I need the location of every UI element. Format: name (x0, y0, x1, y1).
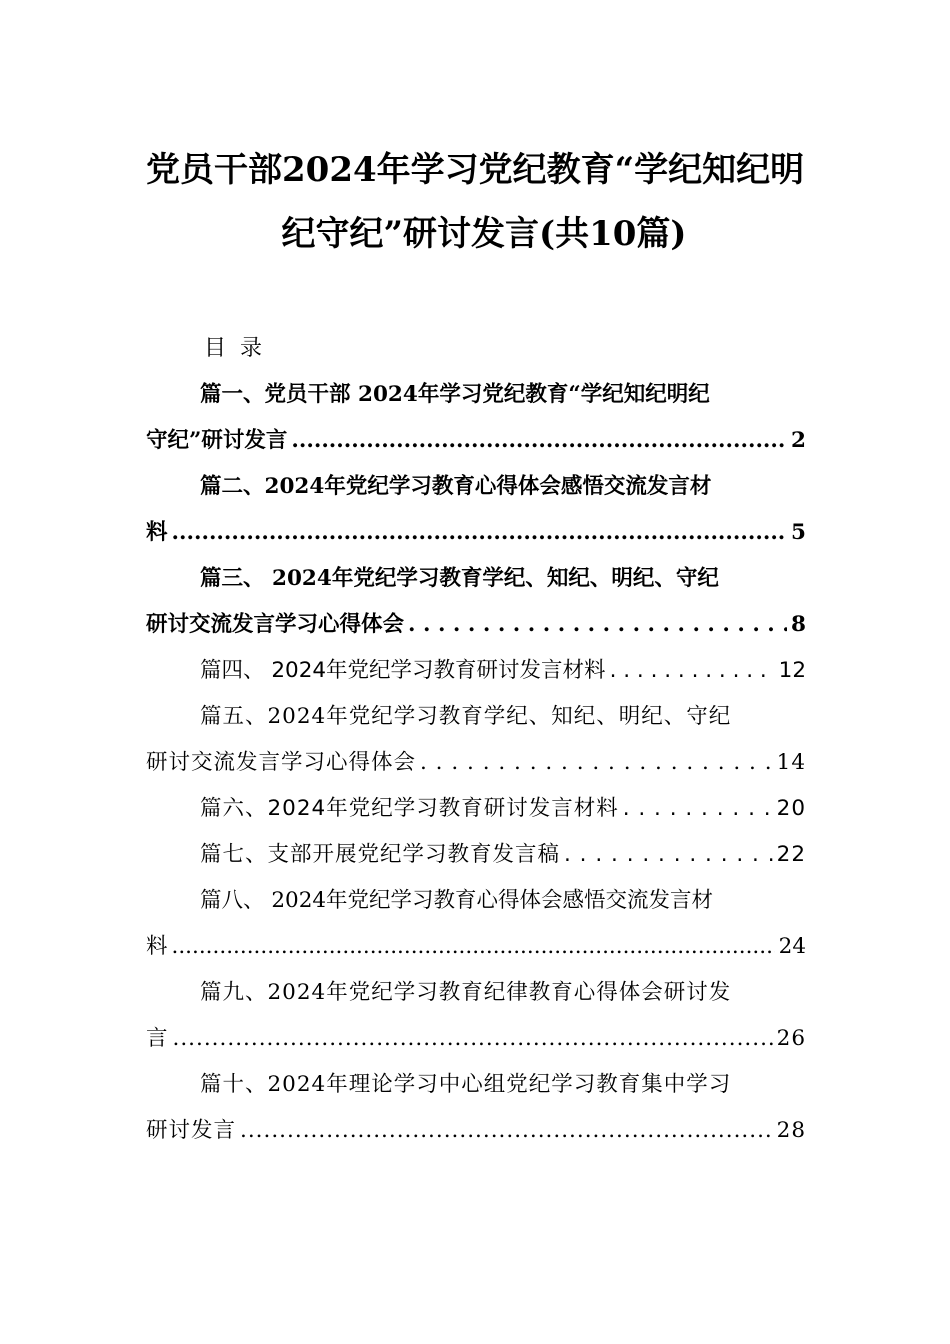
toc-entry-title-cont: 研讨交流发言学习心得体会 (146, 750, 417, 775)
toc-page-number: 5 (791, 520, 806, 545)
toc-leader-dots (610, 648, 775, 694)
toc-page-number: 2 (791, 428, 806, 453)
toc-entry-7[interactable] (146, 832, 806, 878)
toc-entry-title-cont: 研讨交流发言学习心得体会 (146, 612, 405, 637)
toc-entry-8[interactable] (146, 878, 806, 970)
toc-entry-2[interactable] (146, 464, 806, 556)
toc-entry-10[interactable] (146, 1062, 806, 1154)
toc-entry-title: 篇一、党员干部 2024年学习党纪教育“学纪知纪明纪 (200, 382, 710, 407)
toc-leader-dots (240, 1108, 773, 1154)
toc-entry-4[interactable] (146, 648, 806, 694)
toc-entry-9[interactable] (146, 970, 806, 1062)
toc-entry-title-cont: 守纪”研讨发言 (146, 428, 288, 453)
toc-entry-1[interactable] (146, 372, 806, 464)
document-title-line2: 纪守纪”研讨发言(共10篇) (281, 214, 687, 254)
toc-entry-title: 篇五、2024年党纪学习教育学纪、知纪、明纪、守纪 (200, 704, 732, 729)
toc-entry-title-cont: 研讨发言 (146, 1118, 237, 1143)
toc-page-number: 28 (776, 1118, 806, 1143)
toc-page-number: 12 (778, 658, 806, 683)
toc-leader-dots (172, 924, 775, 970)
toc-entry-title-cont: 料 (146, 934, 168, 959)
toc-leader-dots (420, 740, 773, 786)
document-title-line1: 党员干部2024年学习党纪教育“学纪知纪明 (146, 150, 805, 190)
toc-leader-dots (172, 510, 788, 556)
toc-heading: 目录 (204, 336, 277, 361)
toc-page-number: 22 (776, 842, 806, 867)
toc-page-number: 24 (778, 934, 806, 959)
toc-page-number: 20 (776, 796, 806, 821)
toc-leader-dots (173, 1016, 773, 1062)
toc-leader-dots (623, 786, 773, 832)
toc-entry-title: 篇九、2024年党纪学习教育纪律教育心得体会研讨发 (200, 980, 732, 1005)
toc-page-number: 26 (776, 1026, 806, 1051)
toc-entry-title: 篇七、支部开展党纪学习教育发言稿 (200, 842, 561, 867)
toc-entry-title-cont: 料 (146, 520, 168, 545)
toc-leader-dots (291, 418, 787, 464)
toc-entry-title: 篇六、2024年党纪学习教育研讨发言材料 (200, 796, 619, 821)
toc-entry-title: 篇三、 2024年党纪学习教育学纪、知纪、明纪、守纪 (200, 566, 719, 591)
toc-leader-dots (408, 602, 787, 648)
toc-entry-5[interactable] (146, 694, 806, 786)
toc-entry-title-cont: 言 (146, 1026, 169, 1051)
toc-page-number: 14 (776, 750, 806, 775)
toc-entry-title: 篇八、 2024年党纪学习教育心得体会感悟交流发言材 (200, 888, 714, 913)
table-of-contents (146, 372, 806, 1154)
toc-entry-title: 篇四、 2024年党纪学习教育研讨发言材料 (200, 658, 606, 683)
toc-entry-title: 篇十、2024年理论学习中心组党纪学习教育集中学习 (200, 1072, 732, 1097)
toc-leader-dots (564, 832, 773, 878)
toc-entry-6[interactable] (146, 786, 806, 832)
toc-entry-3[interactable] (146, 556, 806, 648)
toc-page-number: 8 (791, 612, 806, 637)
toc-entry-title: 篇二、2024年党纪学习教育心得体会感悟交流发言材 (200, 474, 712, 499)
